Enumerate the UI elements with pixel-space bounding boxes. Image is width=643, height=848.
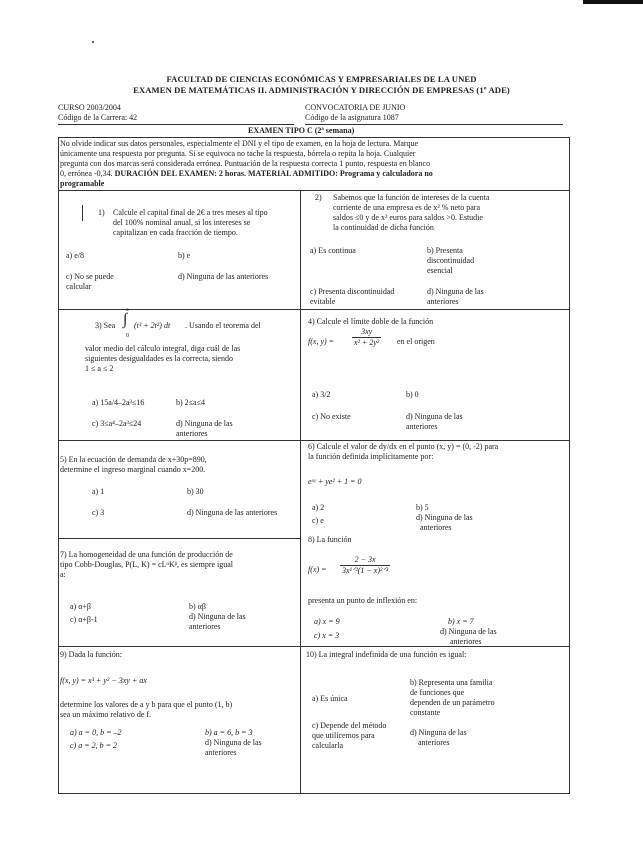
q4-denominator: x² + 2y²: [354, 338, 380, 347]
q7-option-a[interactable]: a) α+β: [70, 602, 91, 611]
q6-option-d-line-2[interactable]: anteriores: [420, 523, 452, 532]
q4-origin-text: en el origen: [397, 337, 435, 346]
row-divider-4-left: [58, 538, 300, 539]
q9-option-b[interactable]: b) a = 6, b = 3: [205, 728, 253, 737]
q3-option-b[interactable]: b) 2≤a≤4: [176, 398, 205, 407]
q7-text-line-2: tipo Cobb-Douglas, P(L, K) = cLᵅKᵝ, es siempre igual: [60, 560, 234, 569]
q4-numerator: 3xy: [352, 327, 381, 338]
q6-option-a[interactable]: a) 2: [312, 503, 325, 512]
instructions-line-4: [60, 169, 433, 179]
q8-lead: 8) La función: [308, 535, 352, 544]
instructions-scoring: 0, errónea -0,34.: [60, 169, 113, 178]
q2-option-d-line-2[interactable]: anteriores: [427, 297, 459, 306]
q8-denominator: 3x¹ᐟ²(1 − x)²ᐟ³: [342, 566, 389, 575]
q6-text-line-1: 6) Calcule el valor de dy/dx en el punto (x, y) = (0, -2) para: [308, 442, 499, 451]
q1-number: 1): [98, 208, 105, 217]
q10-option-b-line-3[interactable]: dependen de un parámetro: [410, 698, 495, 707]
q9-option-c[interactable]: c) a = 2, b = 2: [70, 741, 118, 750]
frame-top: [58, 137, 570, 138]
q10-option-b-line-4[interactable]: constante: [410, 708, 441, 717]
q9-text-line-3: sea un máximo relativo de f.: [60, 710, 152, 719]
q3-option-c[interactable]: c) 3≤a⁴–2a³≤24: [92, 419, 142, 428]
exam-title: EXAMEN DE MATEMÁTICAS II. ADMINISTRACIÓN Y DIRECCIÓN DE EMPRESAS (1º ADE): [133, 85, 510, 95]
q5-option-c[interactable]: c) 3: [92, 508, 105, 517]
q10-option-c-line-3[interactable]: calcularla: [312, 741, 344, 750]
q3-lead: 3) Sea: [95, 321, 116, 330]
q7-option-b[interactable]: b) αβ: [189, 602, 206, 611]
q4-option-a[interactable]: a) 3/2: [312, 390, 331, 399]
q5-text-line-2: determine el ingreso marginal cuando x=200.: [60, 465, 206, 474]
q2-text-line-1: Sabemos que la función de intereses de la cuenta: [333, 193, 490, 202]
q6-option-d-line-1[interactable]: d) Ninguna de las: [416, 513, 473, 522]
q2-option-b-line-1[interactable]: b) Presenta: [427, 246, 463, 255]
convocatoria-label: CONVOCATORIA DE JUNIO: [305, 103, 406, 112]
q1-text-line-3: capitalizan en cada fracción de tiempo.: [113, 228, 238, 237]
career-code: Código de la Carrera: 42: [58, 113, 138, 122]
exam-type: EXAMEN TIPO C (2ª semana): [248, 126, 355, 135]
q8-option-d-line-1[interactable]: d) Ninguna de las: [440, 627, 497, 636]
q2-text-line-4: la continuidad de dicha función: [333, 223, 434, 232]
q10-option-b-line-2[interactable]: de funciones que: [410, 688, 465, 697]
q5-option-d[interactable]: d) Ninguna de las anteriores: [187, 508, 278, 517]
q3-text-line-2: valor medio del cálculo integral, diga cuál de las: [85, 344, 241, 353]
q9-option-d-line-1[interactable]: d) Ninguna de las: [205, 738, 262, 747]
q4-fraction: [352, 327, 381, 348]
q6-equation: eˣʸ + ye² + 1 = 0: [308, 477, 362, 486]
row-divider-2: [58, 309, 570, 310]
q2-option-c-line-1[interactable]: c) Presenta discontinuidad: [310, 287, 395, 296]
q7-option-d-line-1[interactable]: d) Ninguna de las: [189, 612, 246, 621]
q8-option-b[interactable]: b) x = 7: [448, 617, 474, 626]
q1-margin-mark: [82, 205, 83, 221]
column-divider: [300, 190, 301, 793]
q1-option-c-line-1[interactable]: c) No se puede: [66, 272, 114, 281]
q1-option-b[interactable]: b) e: [178, 251, 191, 260]
frame-bottom: [58, 793, 570, 794]
q8-text-line-2: presenta un punto de inflexión en:: [308, 596, 418, 605]
q1-option-c-line-2[interactable]: calcular: [66, 282, 92, 291]
instructions-line-3: pregunta con dos marcas será considerada errónea. Puntuación de la respuesta correcta 1 punto, respuesta en blanco: [60, 159, 431, 168]
q10-option-c-line-2[interactable]: que utilicemos para: [312, 731, 375, 740]
info-underline-left: [58, 124, 294, 125]
q4-option-d-line-1[interactable]: d) Ninguna de las: [406, 412, 463, 421]
q8-fraction: [340, 555, 390, 576]
q1-option-a[interactable]: a) e/8: [66, 251, 84, 260]
info-underline-right: [305, 124, 563, 125]
q8-option-a[interactable]: a) x = 9: [314, 617, 340, 626]
row-divider-3: [58, 440, 570, 441]
q5-option-b[interactable]: b) 30: [187, 487, 204, 496]
q7-option-d-line-2[interactable]: anteriores: [189, 622, 221, 631]
q3-integrand: (t³ + 2t²) dt: [134, 321, 171, 330]
q7-option-c[interactable]: c) α+β-1: [70, 615, 98, 624]
q10-option-b-line-1[interactable]: b) Representa una familia: [410, 678, 493, 687]
q5-option-a[interactable]: a) 1: [92, 487, 105, 496]
q8-numerator: 2 − 3x: [340, 555, 390, 566]
q9-function: f(x, y) = x³ + y² − 3xy + ax: [60, 676, 147, 685]
q9-option-d-line-2[interactable]: anteriores: [205, 748, 237, 757]
course-label: CURSO 2003/2004: [58, 103, 121, 112]
row-divider-1: [58, 190, 570, 191]
q1-text-line-1: Calcule el capital final de 2€ a tres meses al tipo: [113, 208, 268, 217]
q10-option-a[interactable]: a) Es única: [312, 694, 348, 703]
q2-option-a[interactable]: a) Es continua: [310, 246, 356, 255]
q3-integral-lower-limit: 0: [126, 333, 129, 339]
q9-lead: 9) Dada la función:: [60, 650, 122, 659]
q3-option-a[interactable]: a) 15a/4–2a³≤16: [92, 398, 145, 407]
q7-text-line-3: a:: [60, 570, 66, 579]
q7-text-line-1: 7) La homogeneidad de una función de producción de: [60, 550, 233, 559]
q3-text-line-3: siguientes desigualdades es la correcta, siendo: [85, 354, 233, 363]
integral-sign-icon: ∫: [123, 311, 128, 328]
q6-option-c[interactable]: c) e: [312, 516, 324, 525]
q2-text-line-3: saldos ≤0 y de x² euros para saldos >0. Estudie: [333, 213, 483, 222]
q3-option-d-line-1[interactable]: d) Ninguna de las: [176, 419, 233, 428]
q2-option-b-line-3[interactable]: esencial: [427, 266, 453, 275]
instructions-line-2: únicamente una respuesta por pregunta. Si se equivoca no tache la respuesta, bórrela o repita la hoja. Cualquier: [60, 149, 416, 158]
q6-text-line-2: la función definida implícitamente por:: [308, 452, 434, 461]
q2-option-d-line-1[interactable]: d) Ninguna de las: [427, 287, 484, 296]
frame-right: [569, 137, 570, 794]
faculty-title: FACULTAD DE CIENCIAS ECONÓMICAS Y EMPRESARIALES DE LA UNED: [166, 74, 477, 84]
q4-option-c[interactable]: c) No existe: [312, 412, 351, 421]
q2-option-c-line-2[interactable]: evitable: [310, 297, 336, 306]
row-divider-5: [58, 646, 570, 647]
q3-integral-upper-limit: a: [126, 307, 129, 313]
q8-option-d-line-2[interactable]: anteriores: [450, 637, 482, 646]
scan-dot: [92, 41, 94, 43]
q10-option-d-line-2[interactable]: anteriores: [418, 738, 450, 747]
q1-option-d[interactable]: d) Ninguna de las anteriores: [178, 272, 269, 281]
q1-text-line-2: del 100% nominal anual, si los intereses se: [113, 218, 251, 227]
instructions-duration: DURACIÓN DEL EXAMEN: 2 horas. MATERIAL ADMITIDO: Programa y calculadora no: [114, 169, 433, 178]
q4-option-d-line-2[interactable]: anteriores: [406, 422, 438, 431]
q8-function-lhs: f(x) =: [308, 565, 327, 574]
q6-option-b[interactable]: b) 5: [416, 503, 429, 512]
q3-option-d-line-2[interactable]: anteriores: [176, 429, 208, 438]
q9-text-line-2: determine los valores de a y b para que el punto (1, b): [60, 700, 233, 709]
q4-function-lhs: f(x, y) =: [308, 337, 335, 346]
top-edge-mark: [583, 0, 643, 4]
q10-option-c-line-1[interactable]: c) Depende del método: [312, 721, 387, 730]
q8-option-c[interactable]: c) x = 3: [314, 631, 340, 640]
frame-left: [58, 137, 59, 794]
q2-number: 2): [315, 193, 322, 202]
q10-lead: 10) La integral indefinida de una función es igual:: [306, 650, 467, 659]
q4-lead: 4) Calcule el límite doble de la función: [308, 317, 434, 326]
q3-text-line-1: . Usando el teorema del: [185, 321, 261, 330]
q3-range: 1 ≤ a ≤ 2: [85, 364, 114, 373]
q2-text-line-2: corriente de una empresa es de x² % neto para: [333, 203, 480, 212]
q9-option-a[interactable]: a) a = 0, b = –2: [70, 728, 122, 737]
subject-code: Código de la asignatura 1087: [305, 113, 399, 122]
q10-option-d-line-1[interactable]: d) Ninguna de las: [410, 728, 467, 737]
instructions-line-1: No olvide indicar sus datos personales, especialmente el DNI y el tipo de examen, en la hoja de lectura. Marque: [60, 139, 419, 148]
q5-text-line-1: 5) En la ecuación de demanda de x+30p=890,: [60, 455, 207, 464]
q4-option-b[interactable]: b) 0: [406, 390, 419, 399]
instructions-line-5: programable: [60, 179, 105, 188]
q2-option-b-line-2[interactable]: discontinuidad: [427, 256, 475, 265]
